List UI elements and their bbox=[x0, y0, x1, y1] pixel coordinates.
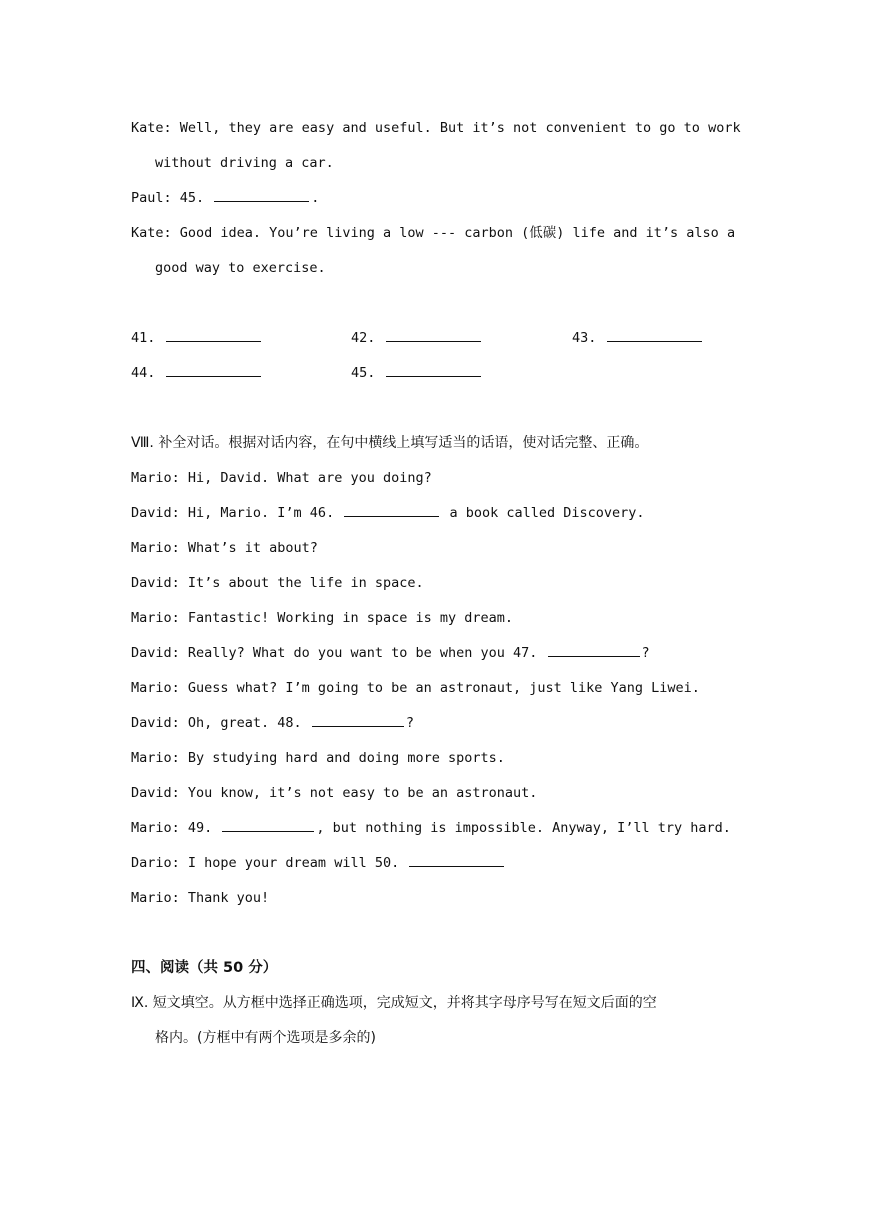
dialogue-text: David: Oh, great. 48. bbox=[131, 715, 302, 731]
dialogue-line: good way to exercise. bbox=[155, 260, 326, 276]
answer-number: 45. bbox=[351, 365, 376, 381]
answer-number: 42. bbox=[351, 330, 376, 346]
dialogue-line: David: It’s about the life in space. bbox=[131, 575, 424, 591]
dialogue-line: Mario: Thank you! bbox=[131, 890, 270, 906]
dialogue-text: , but nothing is impossible. Anyway, I’ll try hard. bbox=[316, 820, 731, 836]
answer-blank[interactable] bbox=[386, 329, 481, 342]
dialogue-text: a book called Discovery. bbox=[449, 505, 645, 521]
dialogue-text: ? bbox=[641, 645, 650, 661]
dialogue-line-50 bbox=[131, 853, 506, 873]
answer-slot-42 bbox=[351, 328, 483, 348]
answer-blank[interactable] bbox=[214, 189, 309, 202]
answer-blank[interactable] bbox=[312, 714, 404, 727]
answer-number: 44. bbox=[131, 365, 156, 381]
dialogue-line-46 bbox=[131, 503, 645, 523]
dialogue-line-47 bbox=[131, 643, 650, 663]
dialogue-line: Mario: By studying hard and doing more sports. bbox=[131, 750, 505, 766]
dialogue-text: Dario: I hope your dream will 50. bbox=[131, 855, 400, 871]
answer-blank[interactable] bbox=[548, 644, 640, 657]
answer-blank[interactable] bbox=[386, 364, 481, 377]
section-8-instruction: Ⅷ. 补全对话。根据对话内容，在句中横线上填写适当的话语，使对话完整、正确。 bbox=[131, 435, 649, 451]
answer-blank[interactable] bbox=[166, 329, 261, 342]
dialogue-line: Mario: Hi, David. What are you doing? bbox=[131, 470, 432, 486]
dialogue-speaker-text: Paul: 45. bbox=[131, 190, 205, 206]
dialogue-line-48 bbox=[131, 713, 414, 733]
answer-slot-43 bbox=[572, 328, 704, 348]
answer-number: 43. bbox=[572, 330, 597, 346]
dialogue-line: Mario: What’s it about? bbox=[131, 540, 318, 556]
answer-blank[interactable] bbox=[166, 364, 261, 377]
dialogue-line-45 bbox=[131, 188, 319, 208]
dialogue-text: Mario: 49. bbox=[131, 820, 213, 836]
section-heading: 四、阅读（共 50 分） bbox=[131, 960, 278, 976]
dialogue-text: David: Really? What do you want to be when you 47. bbox=[131, 645, 538, 661]
dialogue-line: Mario: Fantastic! Working in space is my dream. bbox=[131, 610, 514, 626]
section-9-instruction: Ⅸ. 短文填空。从方框中选择正确选项，完成短文，并将其字母序号写在短文后面的空 bbox=[131, 995, 657, 1011]
dialogue-line: Kate: Well, they are easy and useful. But it’s not convenient to go to work bbox=[131, 120, 741, 136]
answer-blank[interactable] bbox=[409, 854, 504, 867]
answer-number: 41. bbox=[131, 330, 156, 346]
answer-slot-41 bbox=[131, 328, 263, 348]
answer-slot-45 bbox=[351, 363, 483, 383]
dialogue-line: without driving a car. bbox=[155, 155, 334, 171]
dialogue-text: ? bbox=[405, 715, 414, 731]
answer-slot-44 bbox=[131, 363, 263, 383]
dialogue-suffix: . bbox=[311, 190, 320, 206]
answer-blank[interactable] bbox=[222, 819, 314, 832]
dialogue-line: David: You know, it’s not easy to be an astronaut. bbox=[131, 785, 538, 801]
dialogue-line: Mario: Guess what? I’m going to be an astronaut, just like Yang Liwei. bbox=[131, 680, 700, 696]
dialogue-text: David: Hi, Mario. I’m 46. bbox=[131, 505, 335, 521]
answer-blank[interactable] bbox=[344, 504, 439, 517]
answer-blank[interactable] bbox=[607, 329, 702, 342]
dialogue-line: Kate: Good idea. You’re living a low --- carbon (低碳) life and it’s also a bbox=[131, 225, 736, 241]
section-9-instruction-cont: 格内。(方框中有两个选项是多余的) bbox=[155, 1030, 376, 1046]
dialogue-line-49 bbox=[131, 818, 731, 838]
